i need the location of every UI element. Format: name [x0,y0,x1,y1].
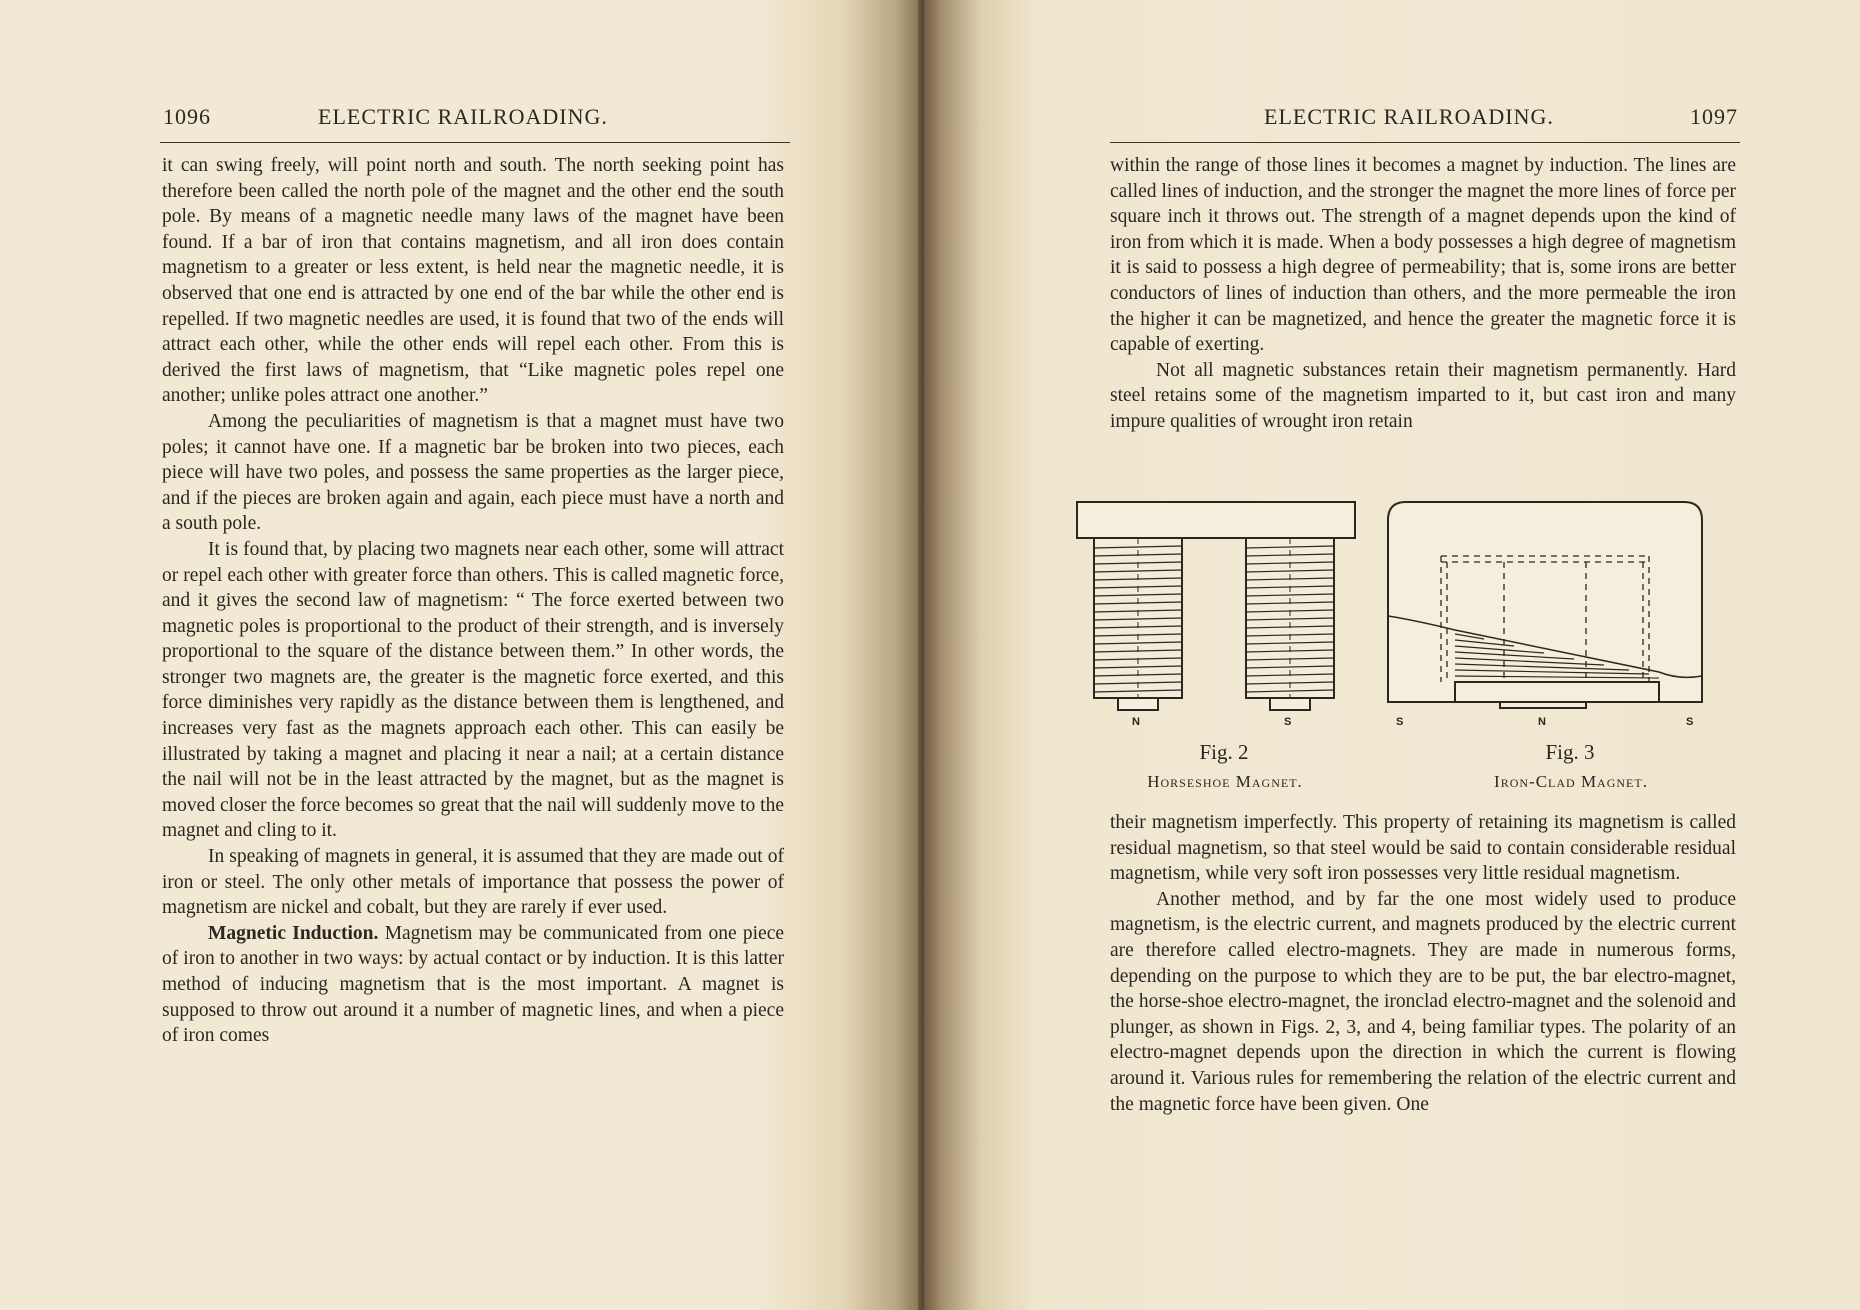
pole-label: S [1396,716,1404,728]
running-title: ELECTRIC RAILROADING. [318,104,608,129]
paragraph: In speaking of magnets in general, it is assumed that they are made out of iron or steel. The only other metals of importance that possess the power of magnetism are nickel and cobalt, but they are rarely if ever used. [162,846,784,919]
paragraph: within the range of those lines it becomes a magnet by induction. The lines are called lines of induction, and the stronger the magnet the more lines of force per square inch it throws out. The strength of a magnet depends upon the kind of iron from which it is made. When a body possesses a high degree of magnetism it is said to possess a high degree of permeability; that is, some irons are better conductors of lines of induction than others, and the more permeable the iron the higher it can be magnetized, and hence the greater the magnetic force it is capable of exerting. [1110,155,1736,356]
horseshoe-magnet-diagram [1077,502,1355,710]
section-heading: Magnetic Induction. [208,922,379,944]
paragraph [162,921,784,1049]
figure-number: Fig. 2 [1199,740,1249,764]
page-number: 1097 [1690,104,1738,129]
right-page [924,0,1860,1310]
figure-caption: Horseshoe Magnet. [1147,772,1303,791]
figures-illustration [1074,492,1714,732]
figure-number: Fig. 3 [1545,740,1595,764]
right-body-text-top [1110,153,1736,435]
paragraph-text: Magnetism may be communicated from one piece of iron to another in two ways: by actual contact or by induction. It is this latter method of inducing magnetism that is the most important. A magnet is supposed to throw out around it a number of magnetic lines, and when a piece of iron comes [162,922,785,1047]
pole-label: N [1132,716,1140,728]
paragraph: their magnetism imperfectly. This property of retaining its magnetism is called residual magnetism, so that steel would be said to contain considerable residual magnetism, while very soft iron possesses very little residual magnetism. [1110,812,1736,885]
left-body-text [162,153,784,1049]
header-rule [1110,142,1740,143]
pole-label: S [1686,716,1694,728]
paragraph: It is found that, by placing two magnets near each other, some will attract or repel each other with greater force than others. This is called magnetic force, and it gives the second law of magnetism: “ The force exerted between two magnetic poles is proportional to the product of their strength, and is inversely proportional to the square of the distance between them.” In other words, the stronger two magnets are, the greater is the magnetic force exerted, and this force diminishes very rapidly as the distance between them is lengthened, and increases very fast as the magnets approach each other. This can easily be illustrated by taking a magnet and placing it near a nail; at a certain distance the nail will not be in the least attracted by the magnet, but as the magnet is moved closer the force becomes so great that the nail will suddenly move to the magnet and cling to it. [162,538,784,842]
iron-clad-magnet-diagram [1388,502,1702,708]
paragraph: Not all magnetic substances retain their magnetism permanently. Hard steel retains some of the magnetism imparted to it, but cast iron and many impure qualities of wrought iron retain [1110,359,1736,432]
pole-label: N [1538,716,1546,728]
figure-caption: Iron-Clad Magnet. [1494,772,1648,791]
paragraph: it can swing freely, will point north and south. The north seeking point has therefore been called the north pole of the magnet and the other end the south pole. By means of a magnetic needle many laws of the magnet have been found. If a bar of iron that contains magnetism, and all iron does contain magnetism to a greater or less extent, is held near the magnetic needle, it is observed that one end is attracted by one end of the bar while the other end is repelled. If two magnetic needles are used, it is found that two of the ends will attract each other, while the other ends will repel each other. From this is derived the first laws of magnetism, that “Like magnetic poles repel one another; unlike poles attract one another.” [162,155,784,407]
pole-label: S [1284,716,1292,728]
right-body-text-bottom [1110,810,1736,1117]
header-rule [160,142,790,143]
running-title: ELECTRIC RAILROADING. [1264,104,1554,129]
paragraph: Among the peculiarities of magnetism is that a magnet must have two poles; it cannot have one. If a magnetic bar be broken into two pieces, each piece will have two poles, and possess the same properties as the larger piece, and if the pieces are broken again and again, each piece must have a north and a south pole. [162,410,784,535]
page-number: 1096 [163,104,211,129]
paragraph: Another method, and by far the one most widely used to produce magnetism, is the electric current, and magnets produced by the electric current are therefore called electro-magnets. They are made in numerous forms, depending on the purpose to which they are to be put, the bar electro-magnet, the horse-shoe electro-magnet, the ironclad electro-magnet and the solenoid and plunger, as shown in Figs. 2, 3, and 4, being familiar types. The polarity of an electro-magnet depends upon the direction in which the current is flowing around it. Various rules for remembering the relation of the electric current and the magnetic force have been given. One [1110,888,1736,1115]
left-page [0,0,924,1310]
